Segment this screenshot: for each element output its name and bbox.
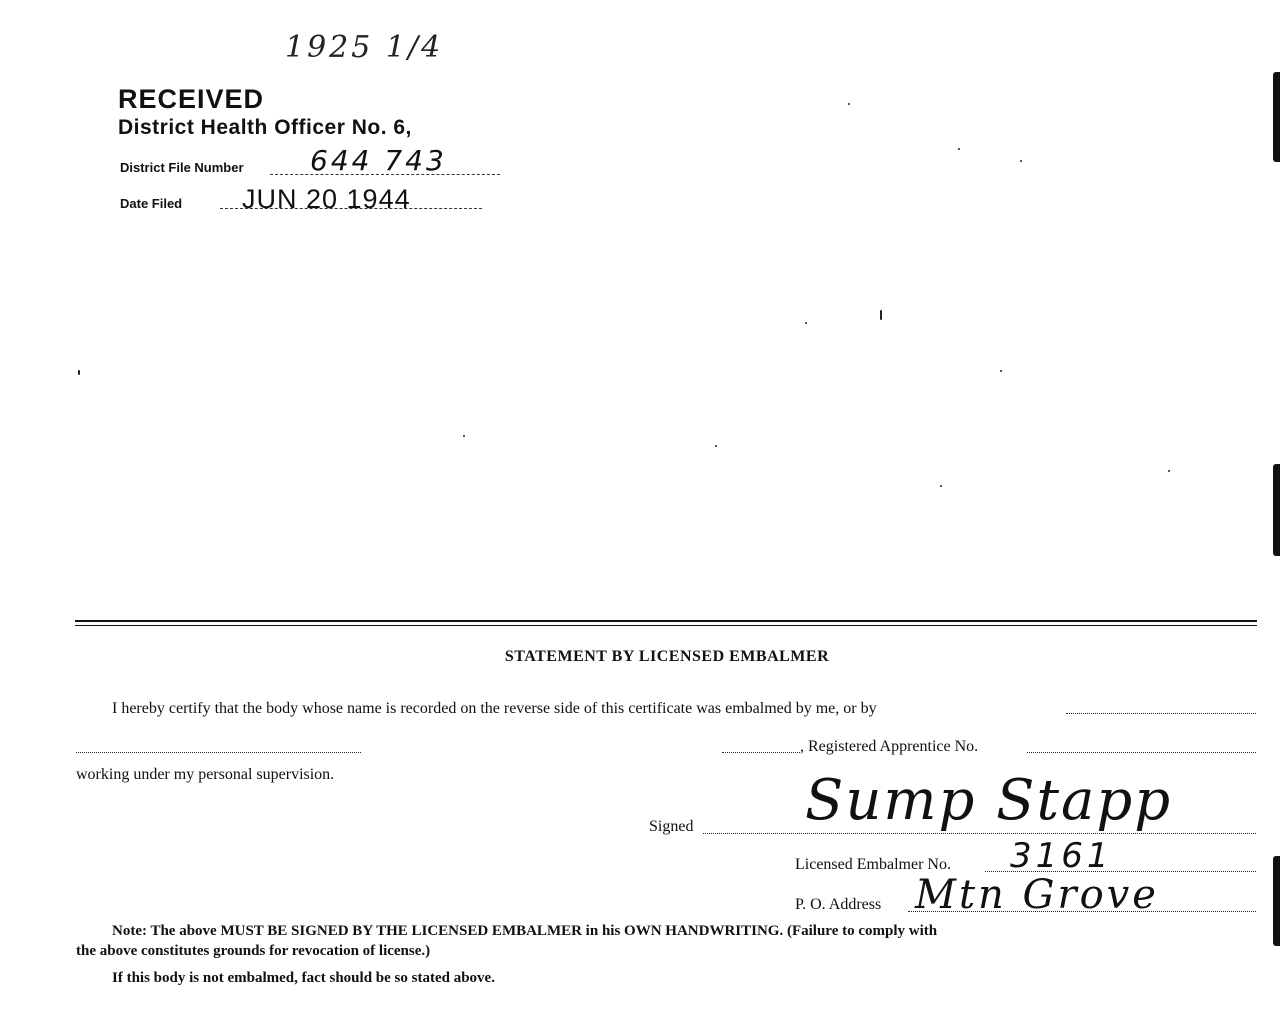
license-label: Licensed Embalmer No. xyxy=(795,856,951,873)
statement-heading: STATEMENT BY LICENSED EMBALMER xyxy=(504,648,830,665)
scan-speck xyxy=(1000,370,1002,372)
received-stamp-title: RECEIVED xyxy=(118,84,265,114)
file-number-value: 644 743 xyxy=(310,144,447,177)
license-number-value: 3161 xyxy=(1010,836,1113,876)
note-line-2: the above constitutes grounds for revocation of license.) xyxy=(76,943,431,959)
edge-mark xyxy=(1273,72,1280,162)
scan-speck xyxy=(1168,470,1170,472)
date-filed-label: Date Filed xyxy=(120,196,183,211)
signature-line xyxy=(703,833,1256,834)
apprentice-name-line-end xyxy=(722,752,800,753)
date-filed-value: JUN 20 1944 xyxy=(242,184,411,214)
certify-text: I hereby certify that the body whose name is recorded on the reverse side of this certificate was embalmed by me, or by xyxy=(112,700,877,717)
scan-speck xyxy=(958,148,960,150)
supervision-text: working under my personal supervision. xyxy=(76,766,335,783)
embalmer-signature: Sump Stapp xyxy=(805,768,1173,833)
district-office-label: District Health Officer No. 6, xyxy=(118,116,412,139)
handwritten-scrawl: 1925 1/4 xyxy=(285,30,444,65)
not-embalmed-note: If this body is not embalmed, fact should be so stated above. xyxy=(112,970,495,986)
apprentice-name-line xyxy=(76,752,361,753)
address-value: Mtn Grove xyxy=(915,872,1159,918)
signed-label: Signed xyxy=(649,818,694,835)
address-label: P. O. Address xyxy=(795,896,882,913)
apprentice-label: , Registered Apprentice No. xyxy=(800,738,979,755)
section-divider xyxy=(75,620,1257,626)
scan-speck xyxy=(940,485,942,487)
scan-speck xyxy=(78,370,80,375)
scan-speck xyxy=(848,103,850,105)
file-number-label: District File Number xyxy=(120,160,244,175)
embalmed-by-line xyxy=(1066,713,1256,714)
scan-speck xyxy=(463,435,465,437)
edge-mark xyxy=(1273,856,1280,946)
scan-speck xyxy=(715,445,717,447)
scan-speck xyxy=(805,322,807,324)
scan-speck xyxy=(1020,160,1022,162)
file-number-row xyxy=(120,144,500,178)
apprentice-number-line xyxy=(1027,752,1256,753)
date-filed-row xyxy=(120,184,500,214)
edge-mark xyxy=(1273,464,1280,556)
note-line-1: Note: The above MUST BE SIGNED BY THE LICENSED EMBALMER in his OWN HANDWRITING. (Failure to comply with xyxy=(112,923,938,939)
scan-speck xyxy=(880,310,882,320)
